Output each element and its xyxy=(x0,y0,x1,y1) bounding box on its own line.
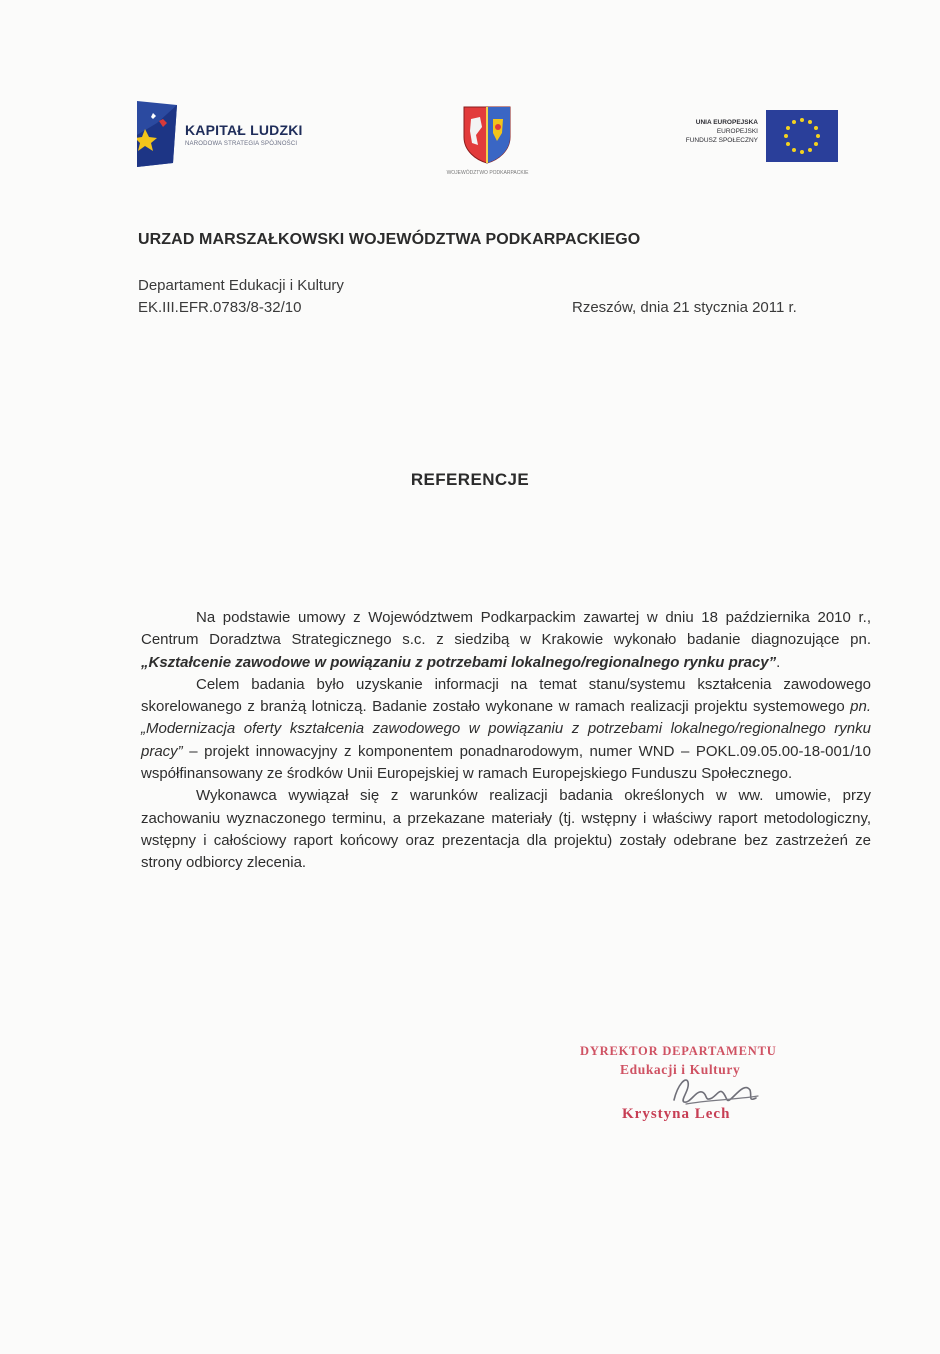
podkarpackie-logo xyxy=(420,105,555,180)
department-name: Departament Edukacji i Kultury xyxy=(138,277,344,294)
kapital-ludzki-subtitle: NARODOWA STRATEGIA SPÓJNOŚCI xyxy=(185,141,298,147)
place-and-date: Rzeszów, dnia 21 stycznia 2011 r. xyxy=(572,299,797,316)
reference-number: EK.III.EFR.0783/8-32/10 xyxy=(138,299,302,316)
kapital-ludzki-mark-icon xyxy=(137,101,177,167)
document-title: REFERENCJE xyxy=(410,470,530,489)
paragraph-1-end: . xyxy=(776,653,781,671)
paragraph-2-text: Celem badania było uzyskanie informacji na temat stanu/systemu kształcenia zawodowego skorelowanego z branżą lotniczą. Badanie zostało wykonane w ramach realizacji projektu systemowego xyxy=(141,675,871,716)
eu-flag-icon xyxy=(766,110,838,162)
eu-line-2: EUROPEJSKI xyxy=(716,128,758,135)
paragraph-1-text: Na podstawie umowy z Województwem Podkarpackim zawartej w dniu 18 października 2010 r., Centrum Doradztwa Strategicznego s.c. z siedzibą w Krakowie wykonało badanie diagnozujące pn. xyxy=(141,609,871,649)
paragraph-2-end: – projekt innowacyjny z komponentem ponadnarodowym, numer WND – POKL.09.05.00-18-001/10 współfinansowany ze środków Unii Europejskiej w ramach Europejskiego Funduszu Społecznego. xyxy=(141,742,871,783)
paragraph-2 xyxy=(141,674,871,785)
eu-line-3: FUNDUSZ SPOŁECZNY xyxy=(685,137,758,144)
letter-body xyxy=(141,607,871,875)
eu-efs-logo xyxy=(648,110,848,164)
eu-line-1: UNIA EUROPEJSKA xyxy=(695,119,758,126)
director-stamp xyxy=(580,1044,820,1134)
paragraph-1 xyxy=(141,607,871,674)
kapital-ludzki-logo xyxy=(137,101,337,167)
podkarpackie-caption: WOJEWÓDZTWO PODKARPACKIE xyxy=(446,170,529,176)
coat-of-arms-icon xyxy=(462,105,512,165)
study-title: „Kształcenie zawodowe w powiązaniu z potrzebami lokalnego/regionalnego rynku pracy” xyxy=(141,653,777,671)
project-title: pn. „Modernizacja oferty kształcenia zawodowego w powiązaniu z potrzebami lokalnego/regionalnego rynku pracy” xyxy=(141,698,871,760)
eu-text xyxy=(648,118,758,145)
stamp-title: DYREKTOR DEPARTAMENTU xyxy=(580,1044,777,1058)
institution-name: URZAD MARSZAŁKOWSKI WOJEWÓDZTWA PODKARPACKIEGO xyxy=(138,231,641,248)
stamp-subtitle: Edukacji i Kultury xyxy=(620,1062,741,1077)
stamp-name: Krystyna Lech xyxy=(622,1106,731,1122)
paragraph-3: Wykonawca wywiązał się z warunków realizacji badania określonych w ww. umowie, przy zachowaniu wyznaczonego terminu, a przekazane materiały (tj. wstępny i właściwy raport metodologiczny, wstępny i całościowy raport końcowy oraz prezentacja dla projektu) zostały odebrane bez zastrzeżeń ze strony odbiorcy zlecenia. xyxy=(141,787,871,872)
kapital-ludzki-title: KAPITAŁ LUDZKI xyxy=(185,122,303,138)
handwritten-signature xyxy=(668,1070,768,1110)
